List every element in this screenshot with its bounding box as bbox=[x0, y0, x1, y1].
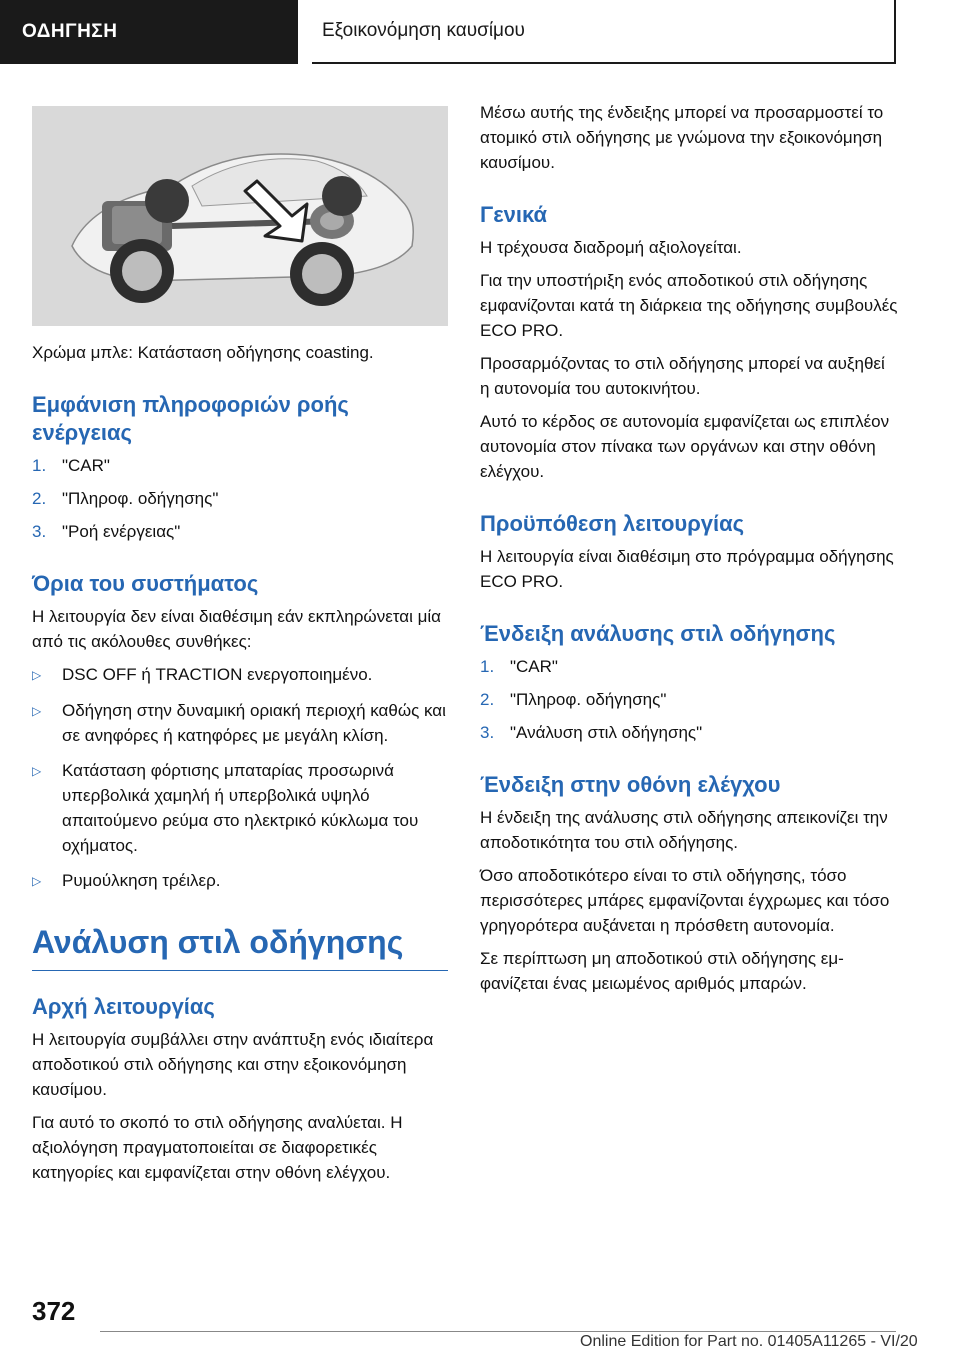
limit-text: Οδήγηση στην δυναμική οριακή περιοχή καθώς και σε ανηφόρες ή κατηφόρες με μεγάλη κλίση. bbox=[62, 701, 446, 745]
car-illustration-icon bbox=[32, 106, 448, 326]
display-paragraph-3: Σε περίπτωση μη αποδοτικού στιλ οδήγησης εμφανίζεται ένας μειωμένος αριθμός μπαρών. bbox=[480, 949, 844, 993]
list-item bbox=[480, 720, 898, 745]
limit-text: DSC OFF ή TRACTION ενεργοποιημένο. bbox=[62, 665, 373, 684]
energy-flow-steps bbox=[32, 453, 448, 544]
step-number: 2. bbox=[480, 690, 495, 709]
limits-list bbox=[32, 662, 448, 894]
limit-text: Κατάσταση φόρτισης μπαταρίας προσωρινά υπερβολικά χαμηλή ή υπερβολικά υψηλό απαιτούμενο ρεύμα στο ηλεκτρικό κύκλωμα του οχήματος. bbox=[62, 761, 419, 855]
limit-text: Ρυμούλκηση τρέιλερ. bbox=[62, 871, 221, 890]
figure-caption: Χρώμα μπλε: Κατάσταση οδήγησης coasting. bbox=[32, 343, 374, 362]
prereq-paragraph: Η λειτουργία είναι διαθέσιμη στο πρόγραμμα οδήγησης ECO PRO. bbox=[480, 547, 894, 591]
display-paragraph-1: Η ένδειξη της ανάλυσης στιλ οδήγησης απεικονίζει την αποδοτικότητα του στιλ οδήγησης. bbox=[480, 808, 888, 852]
list-item bbox=[32, 662, 448, 688]
list-item bbox=[32, 486, 448, 511]
list-item bbox=[32, 868, 448, 894]
general-paragraph-1: Η τρέχουσα διαδρομή αξιολογείται. bbox=[480, 238, 742, 257]
list-item bbox=[32, 519, 448, 544]
general-paragraph-3: Προσαρμόζοντας το στιλ οδήγησης μπορεί να αυξηθεί η αυτονομία του αυτοκινήτου. bbox=[480, 354, 885, 398]
triangle-bullet-icon: ▷ bbox=[32, 668, 42, 682]
list-item bbox=[480, 687, 898, 712]
section-tab bbox=[0, 0, 298, 64]
general-paragraph-2: Για την υποστήριξη ενός αποδοτικού στιλ οδήγησης εμφανίζονται κατά τη διάρκεια της οδήγησης συμβουλές ECO PRO. bbox=[480, 271, 898, 340]
step-text: "Πληροφ. οδήγησης" bbox=[510, 690, 667, 709]
analysis-title: Ανάλυση στιλ οδήγησης bbox=[32, 922, 448, 971]
principle-heading: Αρχή λειτουργίας bbox=[32, 994, 215, 1019]
footer-edition: Online Edition for Part no. 01405A11265 - VI/20 bbox=[580, 1333, 918, 1350]
step-text: "CAR" bbox=[62, 456, 110, 475]
left-column bbox=[32, 106, 448, 1193]
limits-intro: Η λειτουργία δεν είναι διαθέσιμη εάν εκπληρώνεται μία από τις ακόλουθες συνθήκες: bbox=[32, 607, 441, 651]
step-number: 2. bbox=[32, 489, 47, 508]
show-analysis-steps bbox=[480, 654, 898, 745]
principle-paragraph-1: Η λειτουργία συμβάλλει στην ανάπτυξη ενός ιδιαίτερα αποδοτικού στιλ οδήγησης και στην εξοικονόμηση καυσίμου. bbox=[32, 1030, 434, 1099]
footer-divider bbox=[100, 1331, 896, 1332]
chapter-tab bbox=[312, 0, 896, 64]
triangle-bullet-icon: ▷ bbox=[32, 874, 42, 888]
general-heading: Γενικά bbox=[480, 202, 548, 227]
energy-flow-heading: Εμφάνιση πληροφοριών ροής ενέργειας bbox=[32, 392, 349, 445]
chapter-title: Εξοικονόμηση καυσίμου bbox=[322, 20, 525, 41]
triangle-bullet-icon: ▷ bbox=[32, 764, 42, 778]
list-item bbox=[480, 654, 898, 679]
prereq-heading: Προϋπόθεση λειτουργίας bbox=[480, 511, 745, 536]
limits-heading: Όρια του συστήματος bbox=[32, 571, 259, 596]
step-text: "Ανάλυση στιλ οδήγησης" bbox=[510, 723, 703, 742]
list-item bbox=[32, 758, 448, 858]
list-item bbox=[32, 453, 448, 478]
triangle-bullet-icon: ▷ bbox=[32, 704, 42, 718]
page-number: 372 bbox=[32, 1296, 76, 1326]
general-paragraph-4: Αυτό το κέρδος σε αυτονομία εμφανίζεται ως επιπλέον αυτονομία στον πίνακα των οργάνων και στην οθόνη ελέγχου. bbox=[480, 412, 890, 481]
intro-paragraph: Μέσω αυτής της ένδειξης μπορεί να προσαρμοστεί το ατομικό στιλ οδήγησης με γνώμονα την εξοικονόμηση καυσίμου. bbox=[480, 103, 884, 172]
list-item bbox=[32, 698, 448, 748]
step-number: 3. bbox=[480, 723, 495, 742]
car-cutaway-illustration bbox=[32, 106, 448, 326]
step-text: "CAR" bbox=[510, 657, 558, 676]
display-paragraph-2: Όσο αποδοτικότερο είναι το στιλ οδήγησης, τόσο περισσότερες μπάρες εμφανίζονται έγχρωμες και τόσο γρηγορότερα αυξάνεται η πρόσθετη αυτονομία. bbox=[480, 866, 890, 935]
step-number: 1. bbox=[480, 657, 495, 676]
step-number: 3. bbox=[32, 522, 47, 541]
right-column bbox=[480, 100, 898, 1004]
step-text: "Πληροφ. οδήγησης" bbox=[62, 489, 219, 508]
section-title: ΟΔΗΓΗΣΗ bbox=[22, 21, 118, 42]
show-analysis-heading: Ένδειξη ανάλυσης στιλ οδήγησης bbox=[480, 621, 836, 646]
principle-paragraph-2: Για αυτό το σκοπό το στιλ οδήγησης αναλύεται. Η αξιολόγηση πραγματοποιείται σε διαφορετικές κατηγορίες και εμφανίζεται στην οθόνη ελέγχου. bbox=[32, 1113, 403, 1182]
step-number: 1. bbox=[32, 456, 47, 475]
display-heading: Ένδειξη στην οθόνη ελέγχου bbox=[480, 772, 781, 797]
step-text: "Ροή ενέργειας" bbox=[62, 522, 181, 541]
